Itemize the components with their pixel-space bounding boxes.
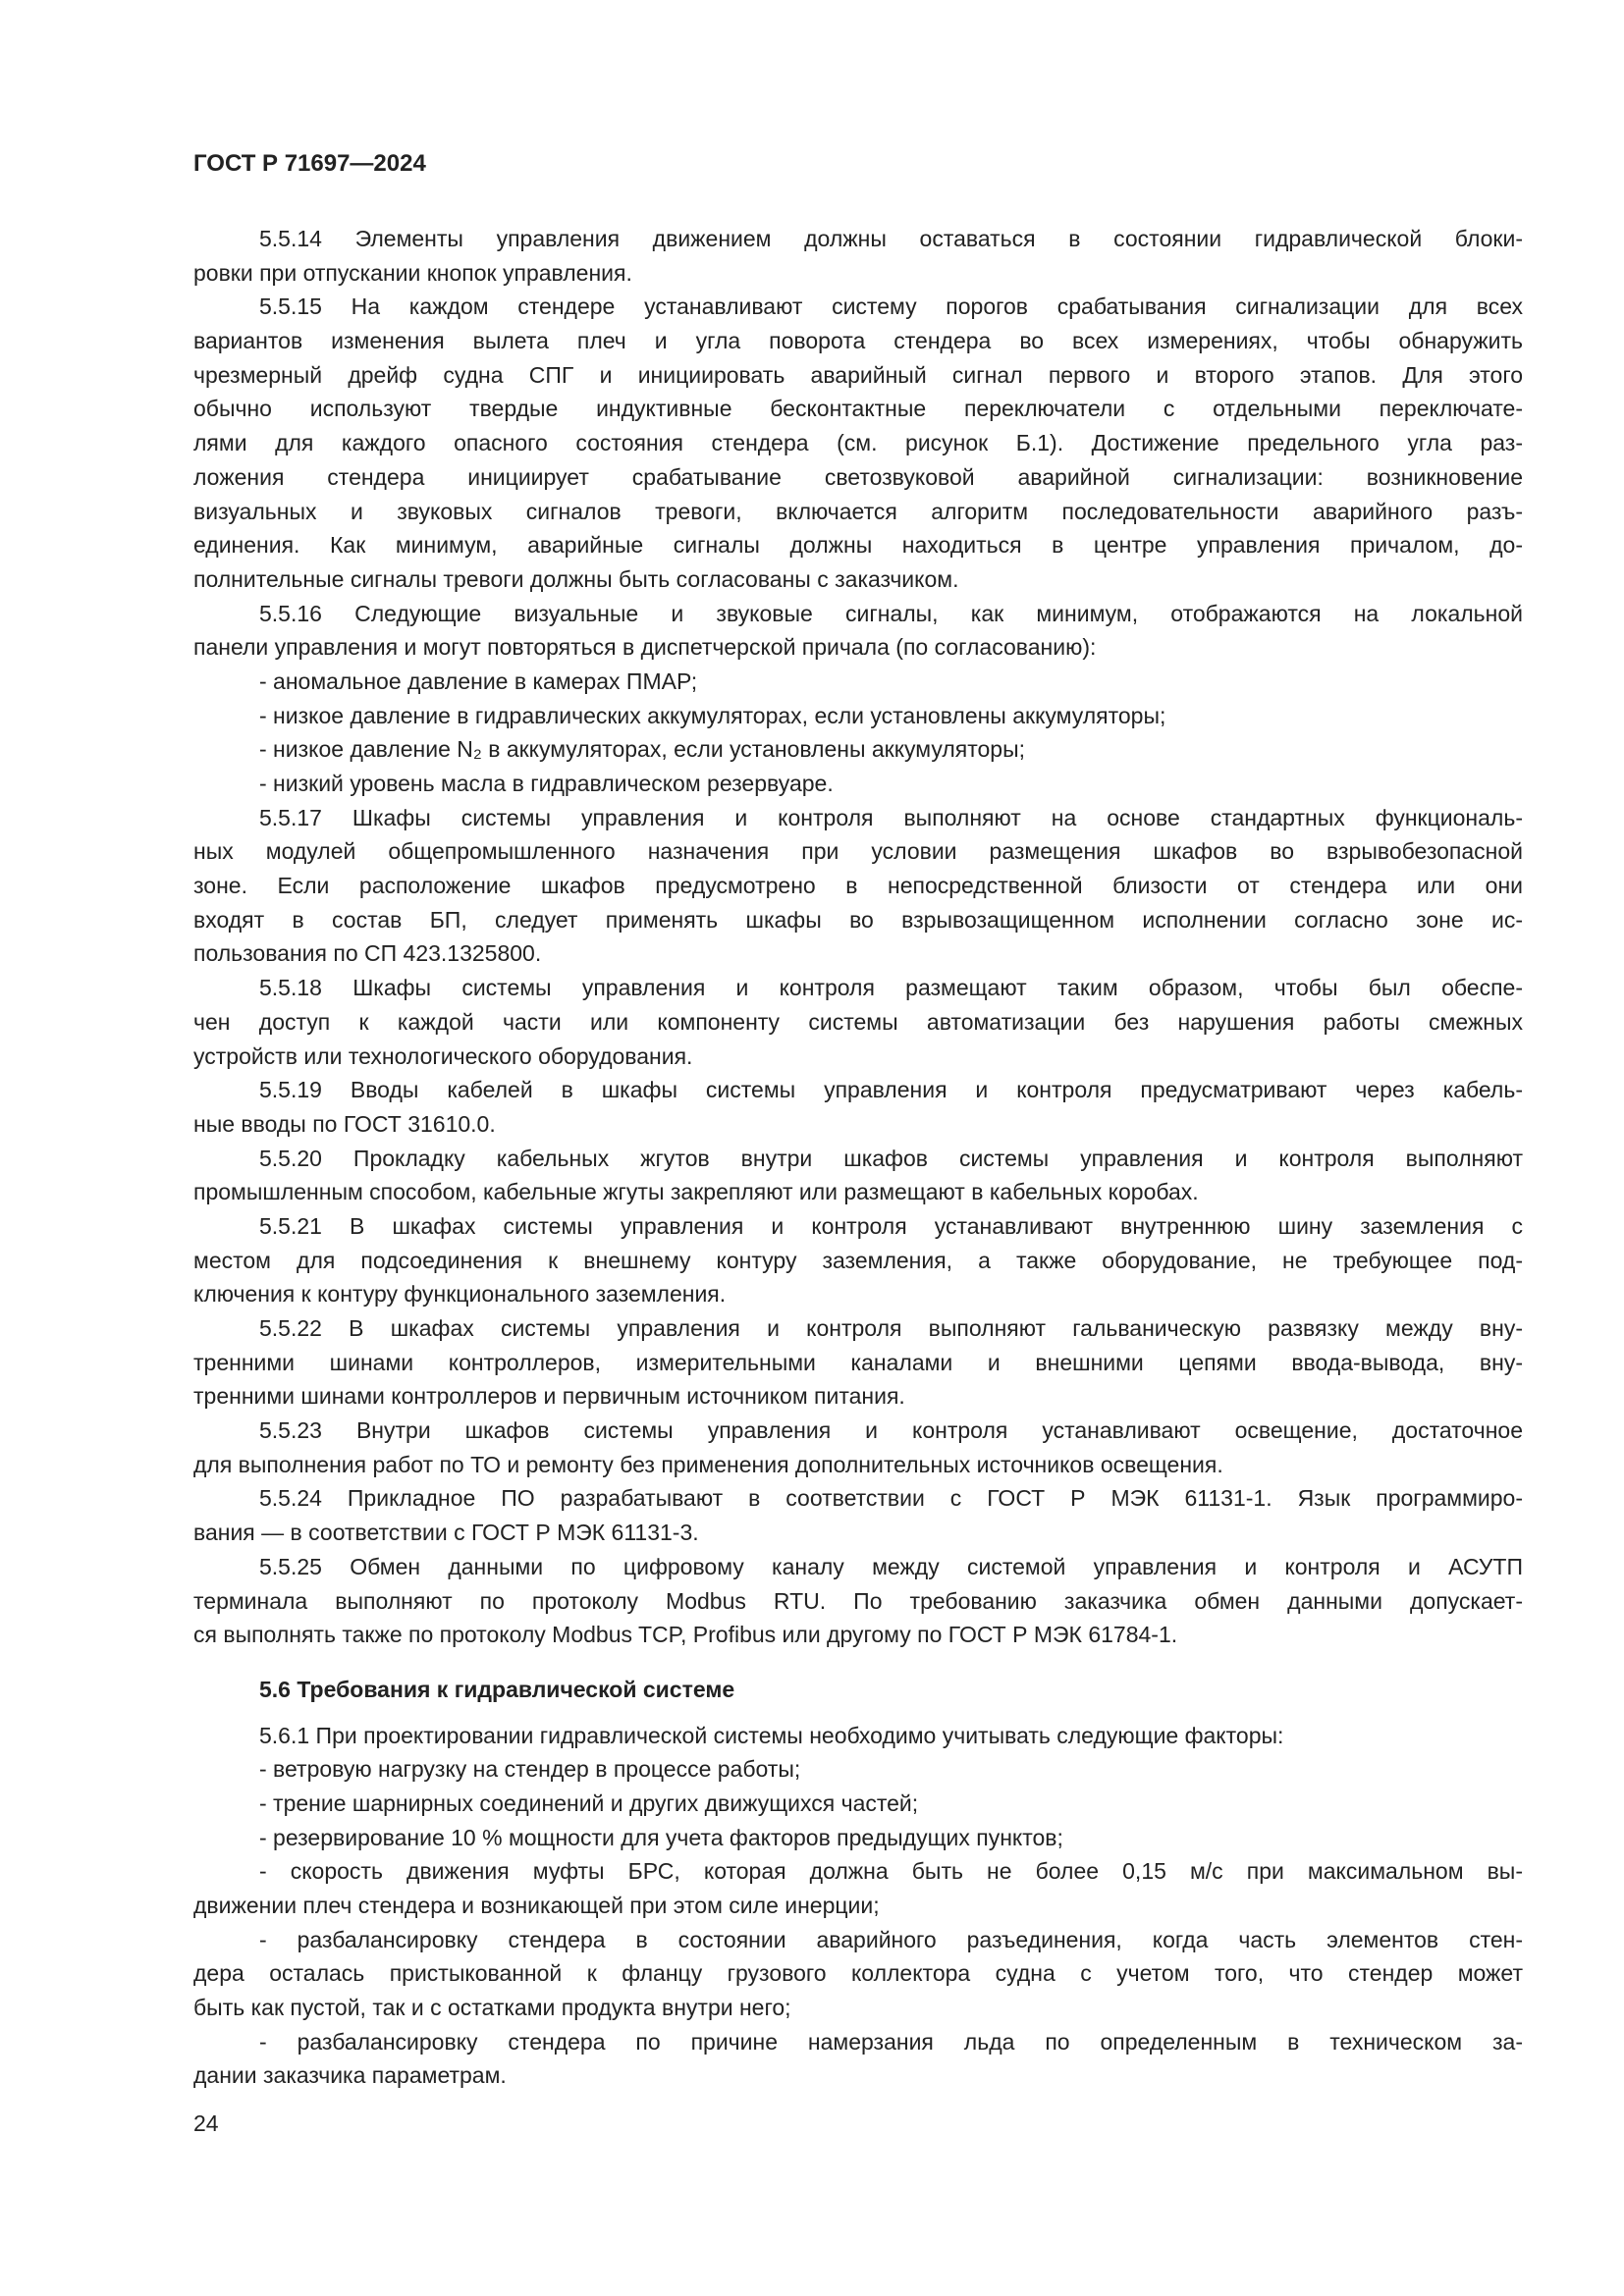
paragraph <box>193 1073 1523 1141</box>
paragraph <box>193 732 1523 767</box>
paragraph <box>193 971 1523 1073</box>
text-line: чен доступ к каждой части или компоненту системы автоматизации без нарушения работы смежных <box>193 1008 1523 1035</box>
text-line: тренними шинами контроллеров, измерительными каналами и внешними цепями ввода-вывода, вну- <box>193 1349 1523 1375</box>
text-line: 5.5.17 Шкафы системы управления и контроля выполняют на основе стандартных функциональ- <box>259 804 1523 830</box>
text-line: 5.5.24 Прикладное ПО разрабатывают в соответствии с ГОСТ Р МЭК 61131-1. Язык программиро- <box>259 1485 1523 1512</box>
paragraph <box>193 1311 1523 1414</box>
text-line: для выполнения работ по ТО и ремонту без применения дополнительных источников освещения. <box>193 1451 1223 1477</box>
text-line: входят в состав БП, следует применять шкафы во взрывозащищенном исполнении согласно зоне ис- <box>193 906 1523 933</box>
text-line: ровки при отпускании кнопок управления. <box>193 259 632 286</box>
text-line: панели управления и могут повторяться в диспетчерской причала (по согласованию): <box>193 634 1097 661</box>
text-line: 5.5.23 Внутри шкафов системы управления и контроля устанавливают освещение, достаточное <box>259 1417 1523 1444</box>
text-line: 5.5.22 В шкафах системы управления и контроля выполняют гальваническую развязку между вну- <box>259 1315 1523 1341</box>
text-line: 5.6.1 При проектировании гидравлической системы необходимо учитывать следующие факторы: <box>259 1722 1284 1748</box>
text-line: полнительные сигналы тревоги должны быть согласованы с заказчиком. <box>193 565 959 592</box>
text-line: - аномальное давление в камерах ПМАР; <box>259 667 698 694</box>
text-line: пользования по СП 423.1325800. <box>193 940 542 967</box>
text-line: промышленным способом, кабельные жгуты закрепляют или размещают в кабельных коробах. <box>193 1179 1199 1205</box>
paragraph <box>193 1414 1523 1481</box>
text-line: - трение шарнирных соединений и других движущихся частей; <box>259 1789 919 1816</box>
text-line: тренними шинами контроллеров и первичным источником питания. <box>193 1383 905 1410</box>
section-heading <box>193 1673 1523 1707</box>
text-line: движении плеч стендера и возникающей при этом силе инерции; <box>193 1893 880 1918</box>
paragraph <box>193 699 1523 733</box>
paragraph <box>193 665 1523 699</box>
heading-text: 5.6 Требования к гидравлической системе <box>259 1676 735 1702</box>
paragraph <box>193 1481 1523 1549</box>
text-line: быть как пустой, так и с остатками продукта внутри него; <box>193 1995 791 2021</box>
text-line: - разбалансировку стендера в состоянии аварийного разъединения, когда часть элементов стен- <box>259 1926 1523 1952</box>
text-line: ся выполнять также по протоколу Modbus TCP, Profibus или другому по ГОСТ Р МЭК 61784-1. <box>193 1622 1178 1648</box>
text-line: устройств или технологического оборудования. <box>193 1042 693 1069</box>
text-line: 5.5.21 В шкафах системы управления и контроля устанавливают внутреннюю шину заземления с <box>259 1212 1523 1239</box>
paragraph <box>193 1550 1523 1652</box>
paragraph <box>193 1821 1523 1855</box>
text-line: 5.5.18 Шкафы системы управления и контроля размещают таким образом, чтобы был обеспе- <box>259 975 1523 1001</box>
text-line: - резервирование 10 % мощности для учета факторов предыдущих пунктов; <box>259 1824 1063 1850</box>
paragraph <box>193 222 1523 290</box>
text-line: единения. Как минимум, аварийные сигналы должны находиться в центре управления причалом, до- <box>193 532 1523 559</box>
text-line: - низкое давление N₂ в аккумуляторах, если установлены аккумуляторы; <box>259 736 1026 763</box>
text-line: зоне. Если расположение шкафов предусмотрено в непосредственной близости от стендера или они <box>193 873 1523 899</box>
text-line: вариантов изменения вылета плеч и угла поворота стендера во всех измерениях, чтобы обнаружить <box>193 328 1523 354</box>
document-body <box>193 222 1523 2093</box>
text-line: визуальных и звуковых сигналов тревоги, включается алгоритм последовательности аварийного разъ- <box>193 498 1523 524</box>
text-line: вания — в соответствии с ГОСТ Р МЭК 61131-3. <box>193 1520 699 1546</box>
text-line: местом для подсоединения к внешнему контуру заземления, а также оборудование, не требующее под- <box>193 1247 1523 1273</box>
paragraph <box>193 597 1523 665</box>
text-line: дера осталась пристыкованной к фланцу грузового коллектора судна с учетом того, что стендер может <box>193 1960 1523 1987</box>
text-line: ных модулей общепромышленного назначения при условии размещения шкафов во взрывобезопасной <box>193 838 1523 865</box>
paragraph <box>193 1719 1523 1753</box>
text-line: 5.5.20 Прокладку кабельных жгутов внутри шкафов системы управления и контроля выполняют <box>259 1145 1523 1171</box>
text-line: 5.5.14 Элементы управления движением должны оставаться в состоянии гидравлической блоки- <box>259 226 1523 251</box>
text-line: 5.5.16 Следующие визуальные и звуковые сигналы, как минимум, отображаются на локальной <box>259 600 1523 626</box>
paragraph <box>193 801 1523 971</box>
text-line: дании заказчика параметрам. <box>193 2062 507 2089</box>
page-number: 24 <box>193 2110 219 2136</box>
text-line: терминала выполняют по протоколу Modbus RTU. По требованию заказчика обмен данными допускает- <box>193 1587 1523 1614</box>
text-line: - разбалансировку стендера по причине намерзания льда по определенным в техническом за- <box>259 2028 1523 2055</box>
paragraph <box>193 1854 1523 1922</box>
paragraph <box>193 1142 1523 1209</box>
text-line: - скорость движения муфты БРС, которая должна быть не более 0,15 м/с при максимальном вы- <box>259 1858 1523 1885</box>
text-line: 5.5.15 На каждом стендере устанавливают систему порогов срабатывания сигнализации для всех <box>259 294 1523 320</box>
paragraph <box>193 767 1523 801</box>
paragraph <box>193 1752 1523 1787</box>
text-line: - низкое давление в гидравлических аккумуляторах, если установлены аккумуляторы; <box>259 702 1166 728</box>
text-line: ные вводы по ГОСТ 31610.0. <box>193 1110 496 1137</box>
paragraph <box>193 290 1523 596</box>
paragraph <box>193 1923 1523 2025</box>
text-line: ключения к контуру функционального заземления. <box>193 1281 727 1308</box>
paragraph <box>193 2025 1523 2093</box>
text-line: ложения стендера инициирует срабатывание светозвуковой аварийной сигнализации: возникновение <box>193 463 1523 490</box>
paragraph <box>193 1787 1523 1821</box>
text-line: чрезмерный дрейф судна СПГ и инициировать аварийный сигнал первого и второго этапов. Для этого <box>193 361 1523 388</box>
text-line: 5.5.19 Вводы кабелей в шкафы системы управления и контроля предусматривают через кабель- <box>259 1077 1523 1103</box>
text-line: обычно используют твердые индуктивные бесконтактные переключатели с отдельными переключате- <box>193 396 1523 422</box>
text-line: лями для каждого опасного состояния стендера (см. рисунок Б.1). Достижение предельного угла раз- <box>193 430 1523 456</box>
document-header: ГОСТ Р 71697—2024 <box>193 150 426 177</box>
paragraph <box>193 1209 1523 1311</box>
text-line: - ветровую нагрузку на стендер в процессе работы; <box>259 1756 801 1783</box>
text-line: 5.5.25 Обмен данными по цифровому каналу между системой управления и контроля и АСУТП <box>259 1553 1523 1579</box>
text-line: - низкий уровень масла в гидравлическом резервуаре. <box>259 771 834 796</box>
